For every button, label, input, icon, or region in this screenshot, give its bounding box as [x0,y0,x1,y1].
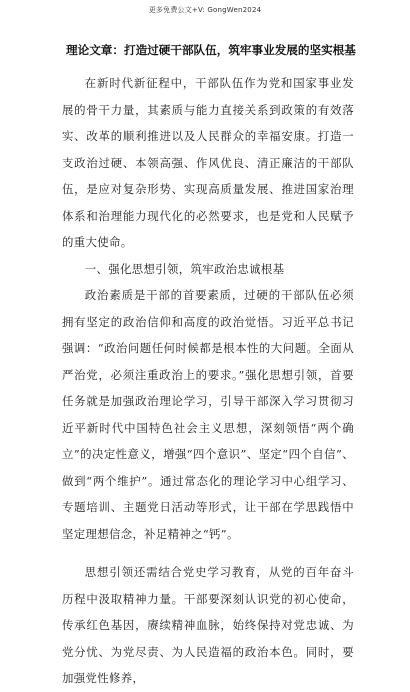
header-watermark: 更多免费公文+V: GongWen2024 [148,6,262,14]
paragraph-party-history: 思想引领还需结合党史学习教育，从党的百年奋斗历程中汲取精神力量。干部要深刻认识党的初心使命，传承红色基因，赓续精神血脉，始终保持对党忠诚、为党分忧、为党尽责、为人民造福的政治本色。同时，要加强党性修养， [62,565,354,685]
section-heading-1: 一、强化思想引领，筑牢政治忠诚根基 [84,261,285,276]
document-title: 理论文章：打造过硬干部队伍，筑牢事业发展的坚实根基 [66,43,356,57]
paragraph-intro: 在新时代新征程中，干部队伍作为党和国家事业发展的骨干力量，其素质与能力直接关系到政策的有效落实、改革的顺利推进以及人民群众的幸福安康。打造一支政治过硬、本领高强、作风优良、清正廉洁的干部队伍，是应对复杂形势、实现高质量发展、推进国家治理体系和治理能力现代化的必然要求，也是党和人民赋予的重大使命。 [62,76,354,249]
paragraph-political-quality: 政治素质是干部的首要素质，过硬的干部队伍必须拥有坚定的政治信仰和高度的政治觉悟。习近平总书记强调：“政治问题任何时候都是根本性的大问题。全面从严治党，必须注重政治上的要求。”强化思想引领，首要任务就是加强政治理论学习，引导干部深入学习贯彻习近平新时代中国特色社会主义思想，深刻领悟“两个确立”的决定性意义，增强“四个意识”、坚定“四个自信”、做到“两个维护”。通过常态化的理论学习中心组学习、专题培训、主题党日活动等形式，让干部在学思践悟中坚定理想信念，补足精神之“钙”。 [62,288,354,541]
document-body [62,42,354,692]
